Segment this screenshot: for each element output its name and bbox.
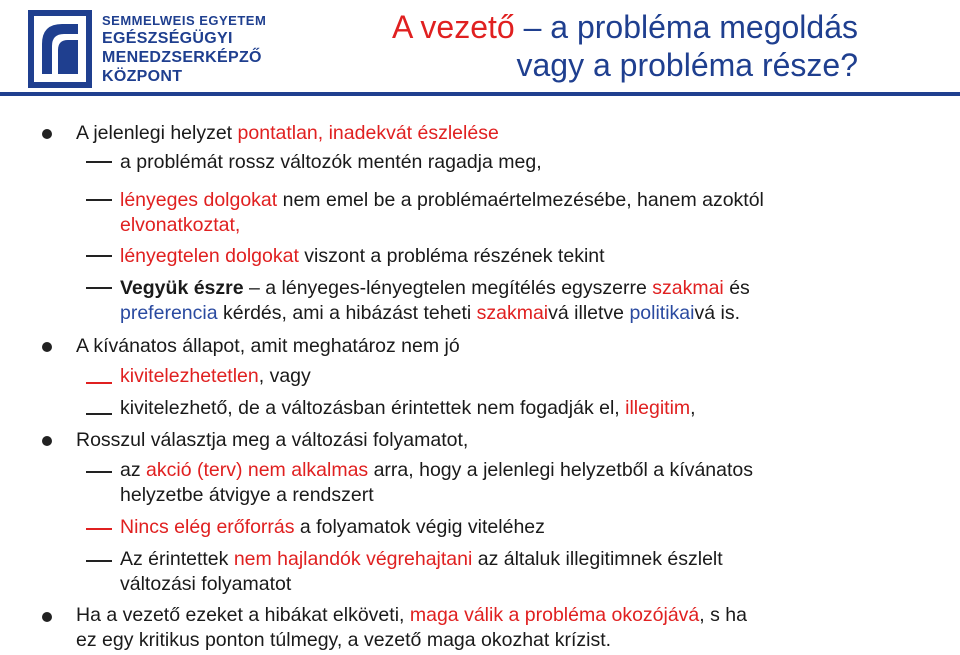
sub-item-2-2 (120, 396, 940, 421)
text: ez egy kritikus ponton túlmegy, a vezető maga okozhat krízist. (76, 629, 612, 651)
highlight-text: akció (terv) nem alkalmas (146, 459, 369, 481)
blue-text: preferencia (120, 302, 218, 324)
highlight-text: kivitelezhetetlen (120, 365, 259, 387)
highlight-text: nem hajlandók végrehajtani (233, 548, 473, 570)
dash-icon (86, 528, 112, 530)
dash-icon (86, 161, 112, 163)
title-divider (0, 92, 960, 96)
logo-line-2: EGÉSZSÉGÜGYI (102, 30, 233, 47)
logo-text (102, 12, 266, 86)
text: és (723, 277, 750, 299)
logo-line-3: MENEDZSERKÉPZŐ (102, 49, 262, 66)
text: viszont a probléma részének tekint (298, 245, 605, 267)
sub-item-1-2 (120, 188, 940, 238)
highlight-text: maga válik a probléma okozójává (409, 604, 700, 626)
bullet-item-1 (76, 121, 946, 146)
dash-icon (86, 560, 112, 562)
sub-item-1-4 (120, 276, 940, 326)
text: , (690, 397, 696, 419)
text: nem emel be a problémaértelmezésébe, hanem azoktól (277, 189, 764, 211)
logo-line-1: SEMMELWEIS EGYETEM (102, 13, 267, 28)
logo-mark-icon (28, 10, 92, 88)
highlight-text: pontatlan, inadekvát észlelése (237, 122, 499, 144)
highlight-text: szakmai (652, 277, 724, 299)
text: az (120, 459, 147, 481)
text: , vagy (258, 365, 311, 387)
bold-text: Vegyük észre (120, 277, 244, 299)
text: – a lényeges-lényegtelen megítélés egyszerre (243, 277, 653, 299)
text: kérdés, ami a hibázást teheti (217, 302, 477, 324)
highlight-text: illegitim (625, 397, 691, 419)
bullet-item-3: Rosszul választja meg a változási folyamatot, (76, 429, 469, 451)
text: az általuk illegitimnek észlelt (472, 548, 723, 570)
text: változási folyamatot (120, 573, 292, 595)
text: arra, hogy a jelenlegi helyzetből a kívánatos (368, 459, 753, 481)
highlight-text: elvonatkoztat, (120, 214, 241, 236)
sub-item-1-1: a problémát rossz változók mentén ragadja meg, (120, 151, 542, 173)
text: kivitelezhető, de a változásban érintettek nem fogadják el, (120, 397, 626, 419)
text: vá is. (694, 302, 741, 324)
title-line-2: vagy a probléma része? (516, 47, 858, 83)
bullet-icon (42, 612, 52, 622)
institution-logo (10, 6, 280, 92)
text: helyzetbe átvigye a rendszert (120, 484, 374, 506)
sub-item-3-1 (120, 458, 940, 508)
logo-line-4: KÖZPONT (102, 68, 183, 85)
dash-icon (86, 255, 112, 257)
blue-text: politikai (629, 302, 695, 324)
text: vá illetve (548, 302, 630, 324)
bullet-item-2: A kívánatos állapot, amit meghatároz nem jó (76, 335, 460, 357)
dash-icon (86, 413, 112, 415)
bullet-item-4 (76, 603, 946, 653)
text: Ha a vezető ezeket a hibákat elköveti, (76, 604, 410, 626)
dash-icon (86, 199, 112, 201)
title-red-part: A vezető (391, 9, 515, 45)
dash-icon (86, 471, 112, 473)
dash-icon (86, 287, 112, 289)
bullet-icon (42, 342, 52, 352)
slide-title (392, 8, 858, 84)
text: , s ha (699, 604, 747, 626)
text: Az érintettek (120, 548, 234, 570)
highlight-text: lényegtelen dolgokat (120, 245, 299, 267)
dash-icon (86, 382, 112, 384)
bullet-icon (42, 129, 52, 139)
text: a folyamatok végig viteléhez (294, 516, 545, 538)
title-rest: – a probléma megoldás (514, 9, 858, 45)
sub-item-3-3 (120, 547, 940, 597)
sub-item-3-2 (120, 515, 940, 540)
sub-item-2-1 (120, 364, 940, 389)
text: A jelenlegi helyzet (76, 122, 238, 144)
bullet-icon (42, 436, 52, 446)
highlight-text: szakmai (476, 302, 549, 324)
sub-item-1-3 (120, 244, 940, 269)
highlight-text: Nincs elég erőforrás (120, 516, 295, 538)
highlight-text: lényeges dolgokat (120, 189, 278, 211)
